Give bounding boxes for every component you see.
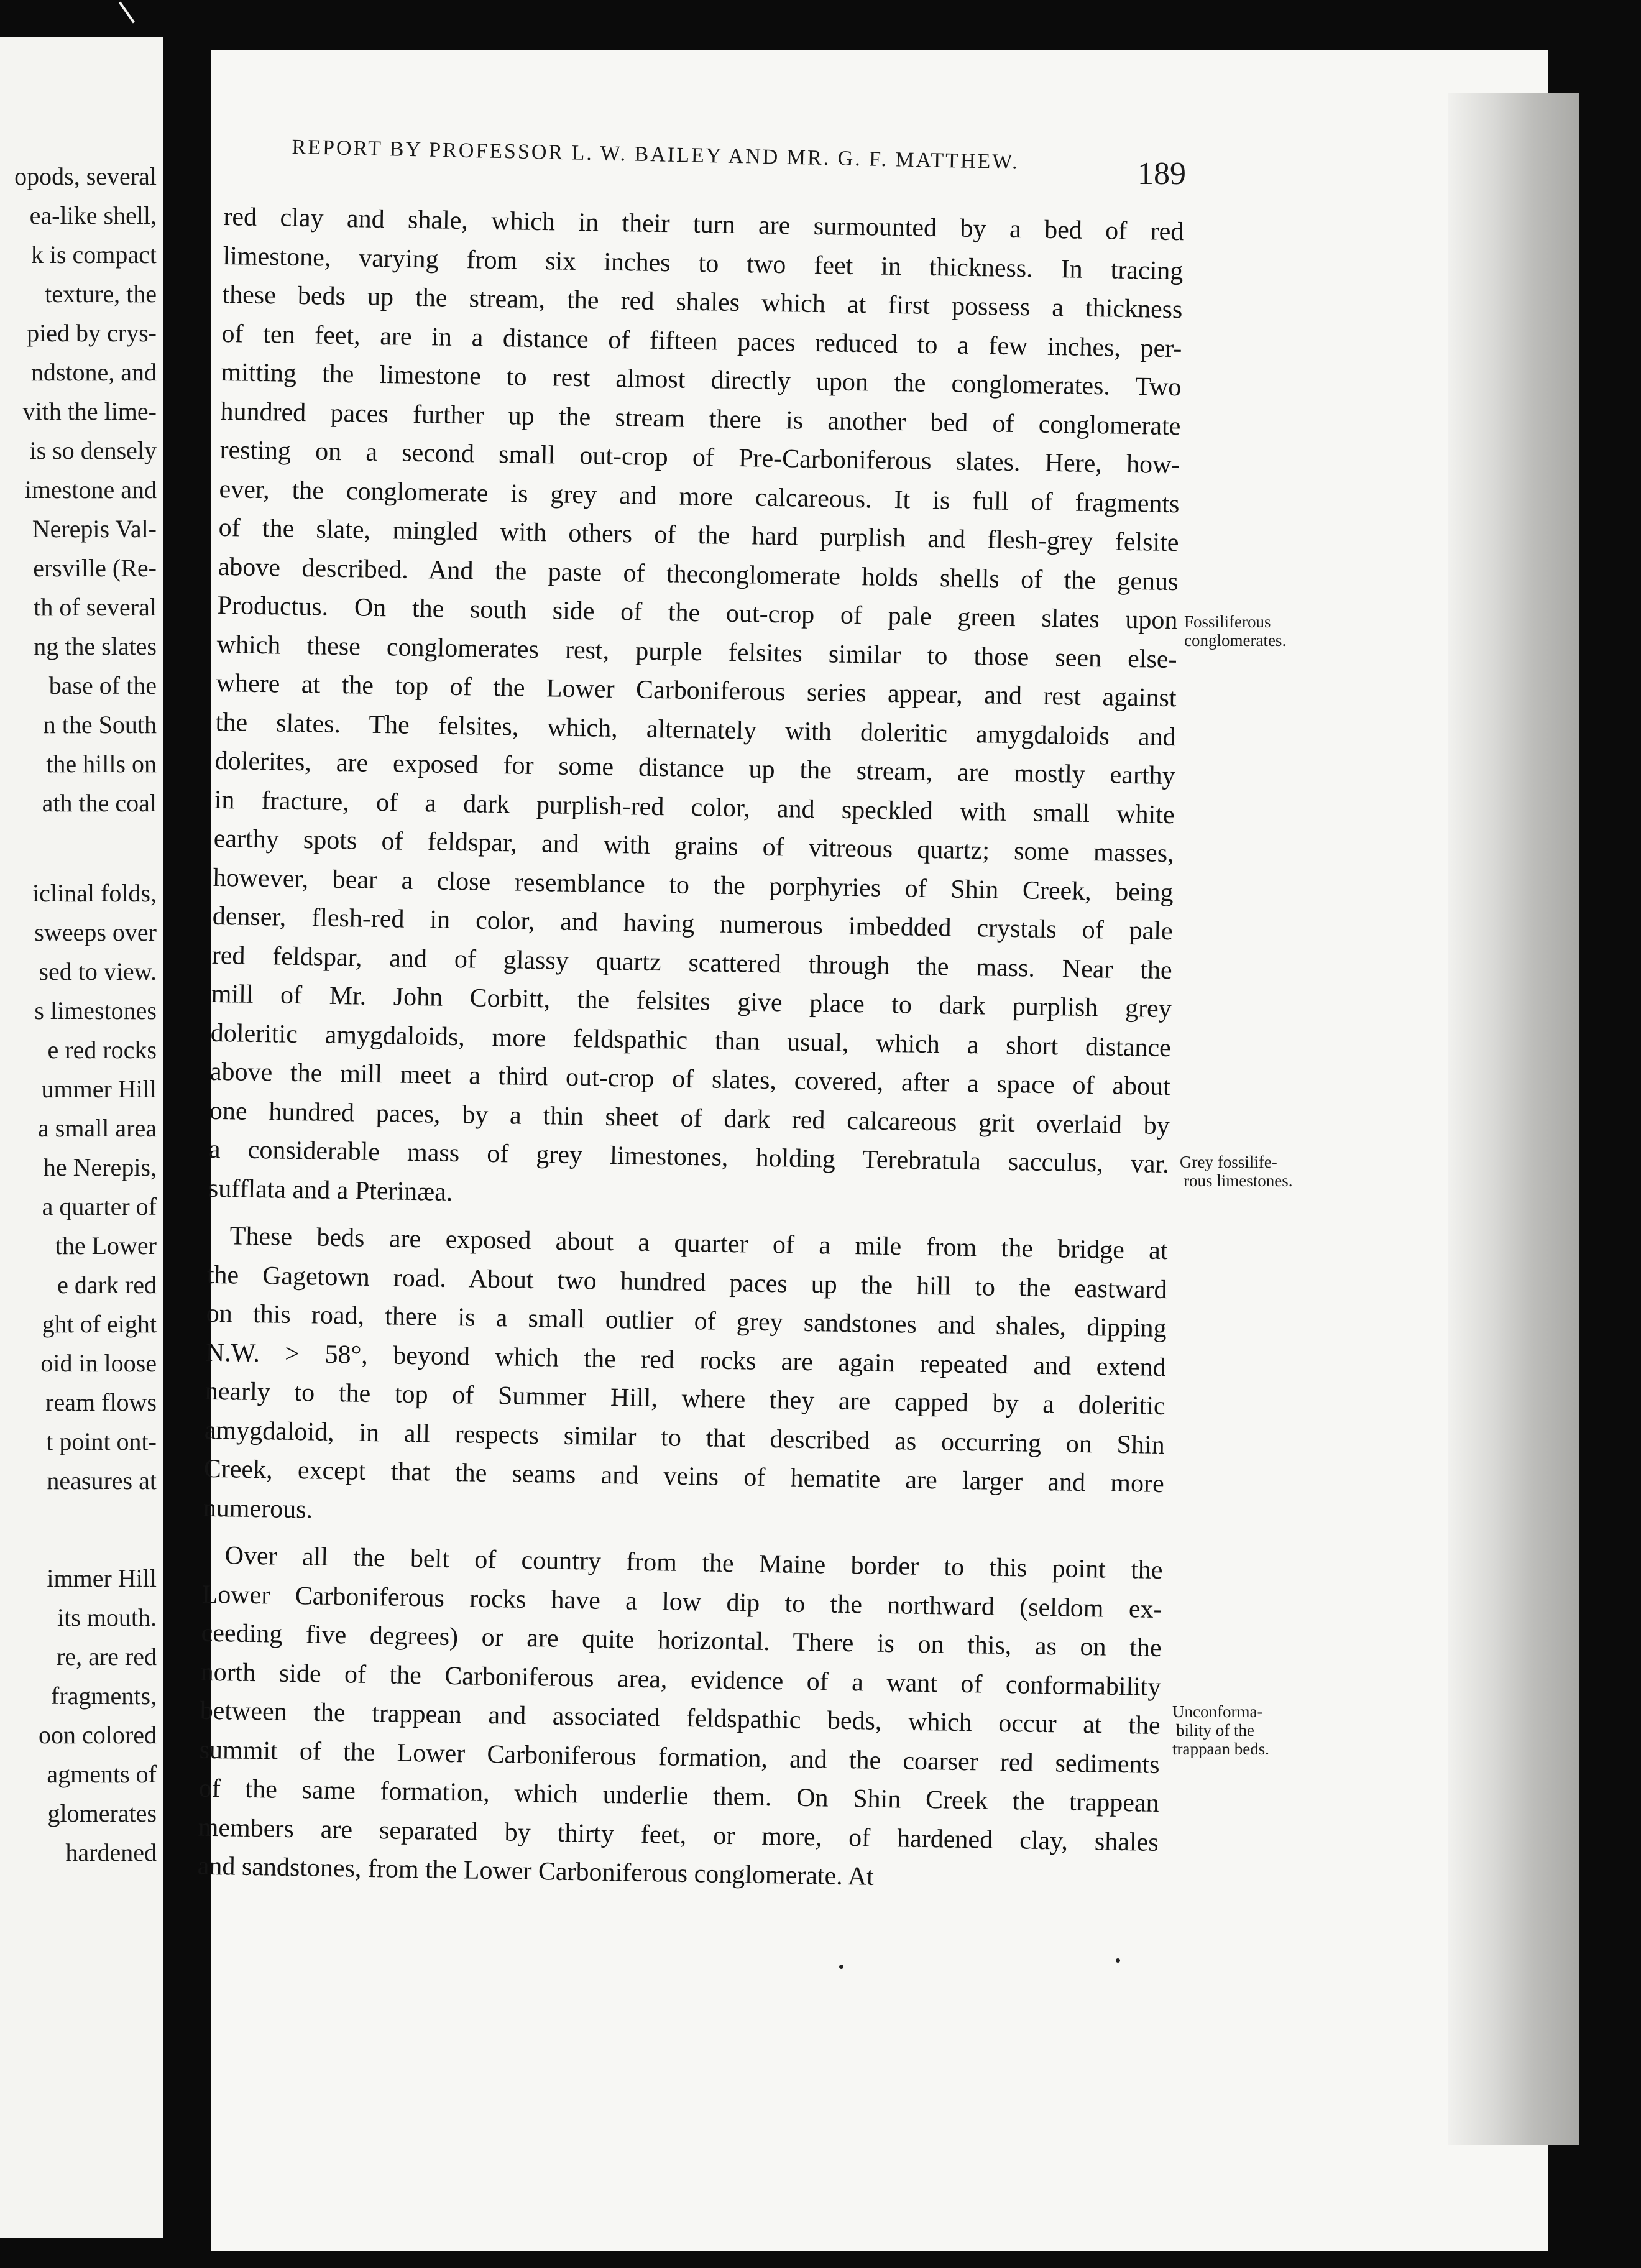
text-line: Productus. On the south side of the out-crop of pale green slates upon	[217, 591, 1178, 635]
left-page-line: neasures at	[47, 1467, 157, 1495]
margin-note-line: rous limestones.	[1184, 1171, 1293, 1190]
text-line: of the same formation, which underlie them. On Shin Creek the trappean	[198, 1774, 1159, 1818]
left-page-line: sed to view.	[39, 957, 157, 985]
text-line: red clay and shale, which in their turn are surmounted by a bed of red	[223, 202, 1184, 247]
text-line: numerous.	[203, 1493, 313, 1524]
left-page-line: fragments,	[51, 1682, 157, 1710]
text-line: however, bear a close resemblance to the porphyries of Shin Creek, being	[213, 863, 1174, 907]
left-page-line: he Nerepis,	[43, 1153, 157, 1181]
text-line: in fracture, of a dark purplish-red color, and speckled with small white	[214, 785, 1175, 829]
left-page-line: pied by crys-	[27, 319, 157, 347]
left-page-line: ng the slates	[34, 632, 157, 660]
paragraph	[197, 1536, 1163, 1901]
text-line: Lower Carboniferous rocks have a low dip to the northward (seldom ex-	[201, 1580, 1162, 1624]
text-line: sufflata and a Pterinæa.	[208, 1174, 453, 1207]
left-page-line: e dark red	[57, 1271, 157, 1299]
text-line: ceeding five degrees) or are quite horizontal. There is on this, as on the	[201, 1618, 1162, 1662]
left-page-line: oon colored	[39, 1721, 157, 1749]
margin-note-line: Unconforma-	[1172, 1702, 1263, 1721]
left-page-line: s limestones	[34, 997, 157, 1025]
margin-note-line: Fossiliferous	[1184, 612, 1271, 631]
text-line: denser, flesh-red in color, and having numerous imbedded crystals of pale	[212, 901, 1174, 946]
text-line: limestone, varying from six inches to two feet in thickness. In tracing	[223, 241, 1184, 285]
text-line: and sandstones, from the Lower Carboniferous conglomerate. At	[197, 1851, 875, 1891]
left-page-line: glomerates	[47, 1799, 157, 1827]
left-page-line: sweeps over	[34, 918, 157, 946]
text-line: hundred paces further up the stream there is another bed of conglomerate	[220, 397, 1181, 441]
page-number: 189	[1138, 156, 1186, 191]
left-page-line: ream flows	[45, 1388, 157, 1416]
left-page-line: imestone and	[24, 476, 157, 504]
text-line: dolerites, are exposed for some distance up the stream, are mostly earthy	[214, 746, 1175, 791]
text-line: resting on a second small out-crop of Pre-Carboniferous slates. Here, how-	[219, 435, 1180, 480]
margin-note-line: conglomerates.	[1184, 631, 1287, 650]
left-page-line: oid in loose	[40, 1349, 157, 1377]
text-line: These beds are exposed about a quarter of a mile from the bridge at	[229, 1222, 1168, 1266]
text-line: above described. And the paste of theconglomerate holds shells of the genus	[218, 552, 1179, 596]
body-text	[197, 198, 1184, 1901]
scan-speck	[839, 1965, 843, 1969]
text-line: mill of Mr. John Corbitt, the felsites give place to dark purplish grey	[211, 979, 1172, 1024]
left-page-line: iclinal folds,	[32, 879, 157, 907]
scan-speck	[1116, 1958, 1120, 1963]
text-line: one hundred paces, by a thin sheet of dark red calcareous grit overlaid by	[209, 1096, 1170, 1140]
margin-note-line: Grey fossilife-	[1180, 1153, 1277, 1171]
left-page-line: its mouth.	[57, 1603, 157, 1631]
left-page-fragment	[0, 37, 163, 2238]
text-line: between the trappean and associated feldspathic beds, which occur at the	[200, 1696, 1161, 1740]
left-page-line: ersville (Re-	[33, 554, 157, 582]
left-page-line: immer Hill	[47, 1564, 157, 1592]
left-page-line: k is compact	[30, 241, 157, 269]
left-page-line: re, are red	[57, 1643, 157, 1671]
text-line: amygdaloid, in all respects similar to that described as occurring on Shin	[204, 1416, 1165, 1460]
text-line: summit of the Lower Carboniferous formation, and the coarser red sediments	[199, 1735, 1160, 1779]
left-page-line: vith the lime-	[22, 397, 157, 425]
left-page-line: t point ont-	[46, 1427, 157, 1455]
margin-note-line: trappaan beds.	[1172, 1740, 1269, 1758]
text-line: red feldspar, and of glassy quartz scattered through the mass. Near the	[211, 941, 1173, 985]
left-page-line: ath the coal	[42, 789, 157, 817]
text-line: members are separated by thirty feet, or more, of hardened clay, shales	[198, 1813, 1159, 1857]
text-line: above the mill meet a third out-crop of slates, covered, after a space of about	[209, 1057, 1171, 1102]
left-page-line: n the South	[43, 711, 157, 739]
left-page-line: th of several	[34, 593, 157, 621]
left-page-line: base of the	[48, 671, 157, 699]
text-line: these beds up the stream, the red shales which at first possess a thickness	[222, 280, 1183, 325]
margin-note-line: bility of the	[1176, 1721, 1254, 1740]
text-line: where at the top of the Lower Carboniferous series appear, and rest against	[216, 668, 1177, 713]
left-page-line: ummer Hill	[41, 1075, 157, 1103]
text-line: ever, the conglomerate is grey and more calcareous. It is full of fragments	[219, 474, 1180, 519]
left-page-line: Nerepis Val-	[32, 515, 157, 543]
left-page-line: ndstone, and	[30, 358, 157, 386]
text-line: mitting the limestone to rest almost directly upon the conglomerates. Two	[221, 357, 1182, 402]
left-page-line: hardened	[65, 1838, 157, 1866]
margin-note-grey-limestones	[1180, 1153, 1293, 1190]
running-header: REPORT BY PROFESSOR L. W. BAILEY AND MR. G. F. MATTHEW.	[292, 136, 1020, 174]
left-page-line: a small area	[38, 1114, 157, 1142]
left-page-line: ea-like shell,	[29, 201, 157, 229]
left-page-line: a quarter of	[42, 1192, 157, 1220]
text-line: doleritic amygdaloids, more feldspathic than usual, which a short distance	[210, 1018, 1172, 1063]
left-page-line: ght of eight	[42, 1310, 157, 1338]
text-line: nearly to the top of Summer Hill, where they are capped by a doleritic	[205, 1376, 1166, 1421]
text-line: the slates. The felsites, which, alternately with doleritic amygdaloids and	[215, 708, 1176, 752]
text-line: of ten feet, are in a distance of fifteen paces reduced to a few inches, per-	[221, 319, 1182, 363]
text-line: Creek, except that the seams and veins of hematite are larger and more	[203, 1454, 1165, 1499]
left-page-line: is so densely	[29, 436, 157, 464]
text-line: a considerable mass of grey limestones, holding Terebratula sacculus, var.	[208, 1135, 1170, 1179]
left-page-line: the hills on	[46, 750, 157, 778]
scan-corner-mark	[119, 1, 135, 23]
text-line: earthy spots of feldspar, and with grains of vitreous quartz; some masses,	[213, 824, 1174, 869]
text-line: the Gagetown road. About two hundred paces up the hill to the eastward	[206, 1260, 1167, 1304]
left-page-line: e red rocks	[47, 1036, 157, 1064]
text-line: of the slate, mingled with others of the hard purplish and flesh-grey felsite	[218, 513, 1179, 558]
paragraph	[208, 198, 1184, 1223]
left-page-line: the Lower	[55, 1232, 157, 1260]
book-spine-gutter	[163, 0, 211, 2268]
page-edge-shadow	[1448, 93, 1579, 2145]
left-page-line: agments of	[47, 1760, 157, 1788]
text-line: N.W. > 58°, beyond which the red rocks are again repeated and extend	[205, 1338, 1166, 1382]
left-page-line: opods, several	[14, 162, 157, 190]
paragraph	[203, 1217, 1168, 1542]
left-page-line: texture, the	[45, 280, 157, 308]
margin-note-unconformability	[1172, 1702, 1269, 1758]
text-line: which these conglomerates rest, purple felsites similar to those seen else-	[216, 630, 1177, 674]
text-line: Over all the belt of country from the Maine border to this point the	[224, 1541, 1163, 1585]
text-line: north side of the Carboniferous area, evidence of a want of conformability	[200, 1657, 1161, 1702]
text-line: on this road, there is a small outlier of grey sandstones and shales, dipping	[206, 1299, 1167, 1344]
margin-note-fossiliferous-conglomerates	[1184, 612, 1286, 650]
